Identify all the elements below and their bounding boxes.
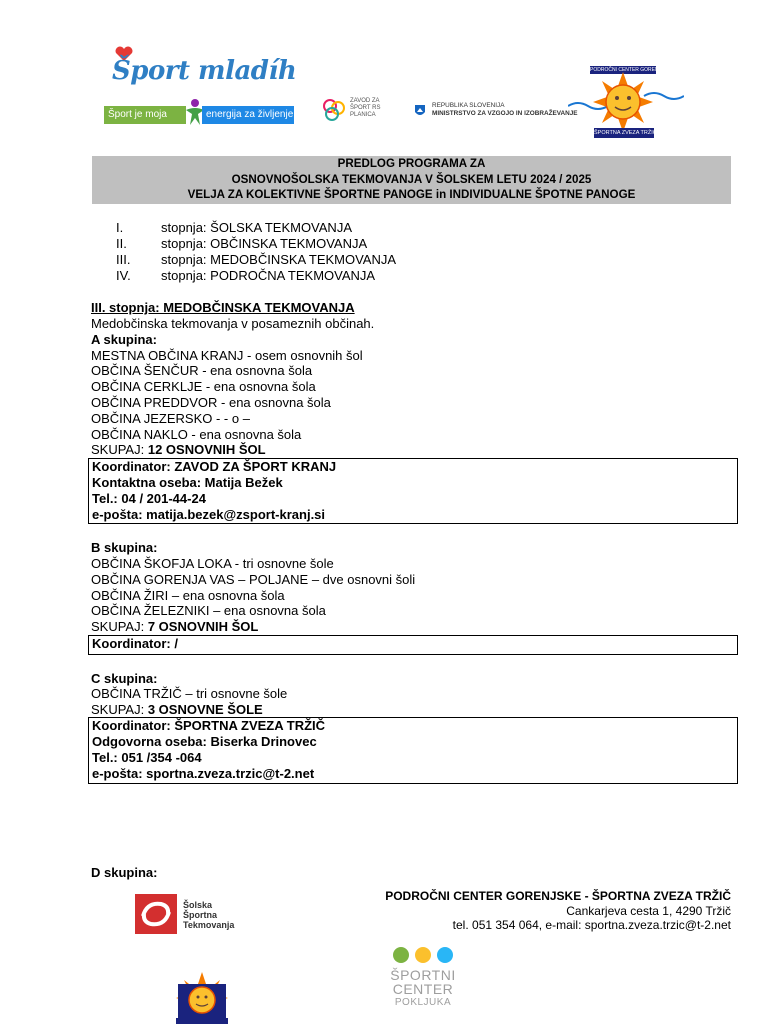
stage-item <box>116 252 516 268</box>
coordinator-line: Koordinator: ZAVOD ZA ŠPORT KRANJ <box>92 459 337 474</box>
slovenia-coat-of-arms-icon <box>414 104 426 118</box>
coordinator-line: Koordinator: ŠPORTNA ZVEZA TRŽIČ <box>92 718 326 733</box>
stage-number: I. <box>116 220 124 235</box>
sport-mladih-title: Šport mladíh <box>112 56 297 86</box>
phone-line: Tel.: 04 / 201-44-24 <box>92 491 206 506</box>
group-a-line: OBČINA JEZERSKO - - o – <box>91 411 250 426</box>
total-value: 7 OSNOVNIH ŠOL <box>147 619 259 634</box>
stage-text: stopnja: MEDOBČINSKA TEKMOVANJA <box>161 252 397 267</box>
footer-address: Cankarjeva cesta 1, 4290 Tržič <box>566 904 731 918</box>
spc-line-3: POKLJUKA <box>394 997 452 1008</box>
stage-text: stopnja: OBČINSKA TEKMOVANJA <box>161 236 368 251</box>
zavod-line-2: ŠPORT RS <box>350 105 381 111</box>
section-heading: III. stopnja: MEDOBČINSKA TEKMOVANJA <box>91 300 355 315</box>
group-c-line: OBČINA TRŽIČ – tri osnovne šole <box>91 686 288 701</box>
stage-number: III. <box>116 252 131 267</box>
zavod-line-1: ZAVOD ZA <box>350 98 380 104</box>
group-b-line: OBČINA ŽELEZNIKI – ena osnovna šola <box>91 603 326 618</box>
season-icons <box>390 946 456 964</box>
stage-text: stopnja: PODROČNA TEKMOVANJA <box>161 268 376 283</box>
sport-mladih-tag-left: Šport je moja <box>104 106 186 124</box>
group-b-heading: B skupina: <box>91 540 158 555</box>
planica-flower-icon <box>320 96 348 124</box>
contact-person-line: Kontaktna oseba: Matija Bežek <box>92 475 283 490</box>
ministry-line-2: MINISTRSTVO ZA VZGOJO IN IZOBRAŽEVANJE <box>432 110 578 117</box>
sport-mladih-logo <box>104 46 297 130</box>
phone-line: Tel.: 051 /354 -064 <box>92 750 202 765</box>
group-a-line: OBČINA CERKLJE - ena osnovna šola <box>91 379 316 394</box>
center-logo-bottom-text: ŠPORTNA ZVEZA TRŽIČ <box>594 130 657 136</box>
ministry-line-1: REPUBLIKA SLOVENIJA <box>432 102 505 109</box>
group-a-total <box>91 442 266 458</box>
group-b-line: OBČINA ŽIRI – ena osnovna šola <box>91 588 285 603</box>
group-a-coordinator-box <box>88 458 738 524</box>
footer-contact: tel. 051 354 064, e-mail: sportna.zveza.trzic@t-2.net <box>452 918 731 932</box>
stage-number: II. <box>116 236 127 251</box>
footer-org: PODROČNI CENTER GORENJSKE - ŠPORTNA ZVEZA TRŽIČ <box>385 889 731 903</box>
sst-line-1: Šolska <box>183 900 213 910</box>
document-title <box>92 156 731 204</box>
total-label: SKUPAJ: <box>91 442 148 457</box>
group-a-line: MESTNA OBČINA KRANJ - osem osnovnih šol <box>91 348 363 363</box>
sst-line-3: Tekmovanja <box>183 920 235 930</box>
sst-swirl-icon <box>135 894 177 934</box>
zavod-planica-logo <box>320 96 390 126</box>
group-b-coordinator-box <box>88 635 738 655</box>
total-label: SKUPAJ: <box>91 702 148 717</box>
center-logo-top-text: PODROČNI CENTER GORENJSKE <box>590 67 672 73</box>
total-label: SKUPAJ: <box>91 619 148 634</box>
group-c-total <box>91 702 263 718</box>
stage-item <box>116 220 516 236</box>
group-c-coordinator-box <box>88 717 738 784</box>
group-b-total <box>91 619 258 635</box>
title-line-1: PREDLOG PROGRAMA ZA <box>337 157 486 170</box>
section-intro: Medobčinska tekmovanja v posameznih občinah. <box>91 316 375 331</box>
stage-text: stopnja: ŠOLSKA TEKMOVANJA <box>161 220 352 235</box>
email-line: e-pošta: sportna.zveza.trzic@t-2.net <box>92 766 315 781</box>
title-line-3: VELJA ZA KOLEKTIVNE ŠPORTNE PANOGE in INDIVIDUALNE ŠPOTNE PANOGE <box>187 188 636 201</box>
zavod-line-3: PLANICA <box>350 112 376 118</box>
sun-face-icon <box>568 62 684 140</box>
ministry-logo <box>414 100 578 124</box>
group-a-line: OBČINA NAKLO - ena osnovna šola <box>91 427 302 442</box>
stage-number: IV. <box>116 268 131 283</box>
stage-item <box>116 236 516 252</box>
spc-line-1: ŠPORTNI <box>390 967 456 983</box>
sportni-center-pokljuka-logo <box>388 946 458 1020</box>
group-d-heading: D skupina: <box>91 865 158 880</box>
stage-item <box>116 268 516 284</box>
spc-line-2: CENTER <box>392 981 454 997</box>
group-c-heading: C skupina: <box>91 671 158 686</box>
podrocni-center-logo <box>568 62 684 140</box>
podrocni-center-small-logo <box>162 972 242 1024</box>
sport-mladih-tag-right: energija za življenje <box>202 106 294 124</box>
total-value: 3 OSNOVNE ŠOLE <box>147 702 263 717</box>
group-a-heading: A skupina: <box>91 332 157 347</box>
sst-line-2: Športna <box>183 910 218 920</box>
title-line-2: OSNOVNOŠOLSKA TEKMOVANJA V ŠOLSKEM LETU 2024 / 2025 <box>231 172 592 186</box>
coordinator-line: Koordinator: / <box>92 636 178 651</box>
email-line: e-pošta: matija.bezek@zsport-kranj.si <box>92 507 326 522</box>
solska-sportna-tekmovanja-logo <box>135 892 235 936</box>
sun-face-small-icon <box>162 972 242 1024</box>
group-a-line: OBČINA PREDDVOR - ena osnovna šola <box>91 395 331 410</box>
group-b-line: OBČINA ŠKOFJA LOKA - tri osnovne šole <box>91 556 334 571</box>
total-value: 12 OSNOVNIH ŠOL <box>147 442 266 457</box>
group-b-line: OBČINA GORENJA VAS – POLJANE – dve osnovni šoli <box>91 572 416 587</box>
responsible-person-line: Odgovorna oseba: Biserka Drinovec <box>92 734 317 749</box>
group-a-line: OBČINA ŠENČUR - ena osnovna šola <box>91 363 313 378</box>
